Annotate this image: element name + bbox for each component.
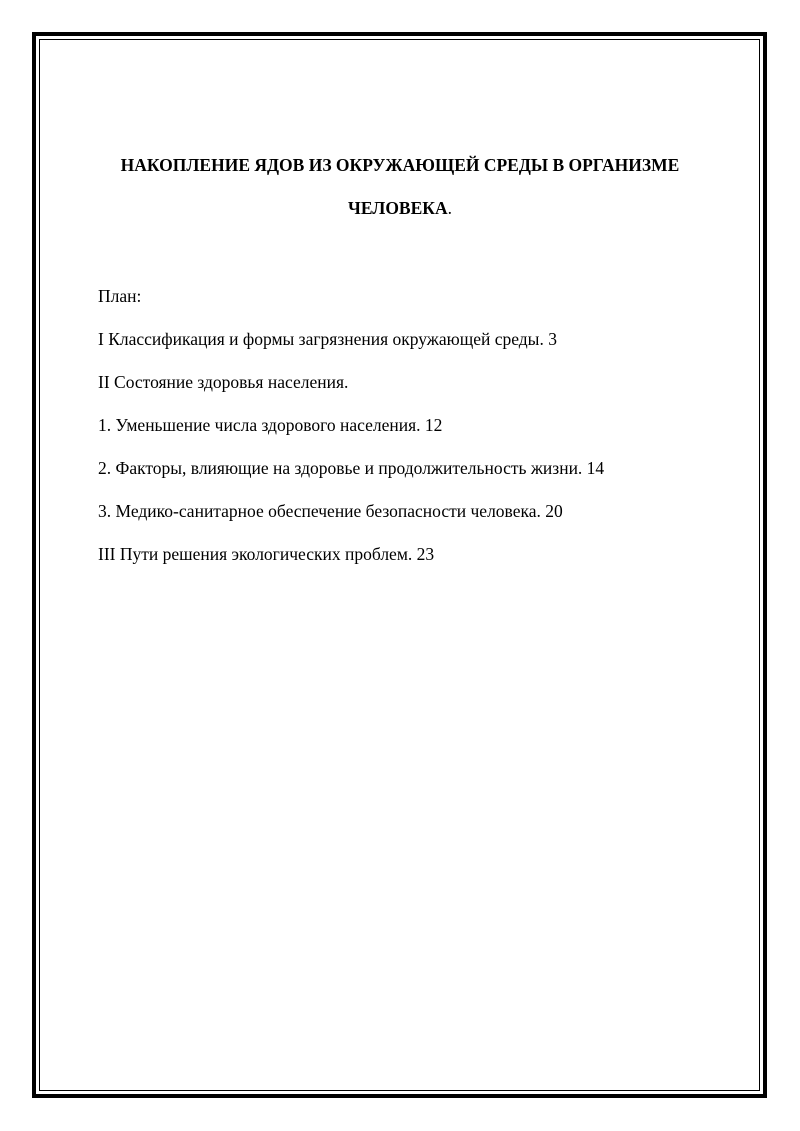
plan-item-5: 3. Медико-санитарное обеспечение безопасности человека. 20 [98, 501, 563, 521]
plan-heading: План: [98, 286, 142, 306]
document-title-line-1: НАКОПЛЕНИЕ ЯДОВ ИЗ ОКРУЖАЮЩЕЙ СРЕДЫ В ОРГАНИЗМЕ [120, 155, 680, 175]
plan-item-4: 2. Факторы, влияющие на здоровье и продолжительность жизни. 14 [98, 458, 605, 478]
plan-item-1: I Классификация и формы загрязнения окружающей среды. 3 [98, 329, 557, 349]
plan-item-6: III Пути решения экологических проблем. 23 [98, 544, 435, 564]
plan-item-2: II Состояние здоровья населения. [98, 372, 349, 392]
page-border-inner [39, 39, 760, 1091]
document-title-line-2 [60, 198, 740, 218]
plan-item-3: 1. Уменьшение числа здорового населения. 12 [98, 415, 443, 435]
document-title-period: . [447, 198, 452, 218]
document-title-word: ЧЕЛОВЕКА [348, 198, 448, 218]
